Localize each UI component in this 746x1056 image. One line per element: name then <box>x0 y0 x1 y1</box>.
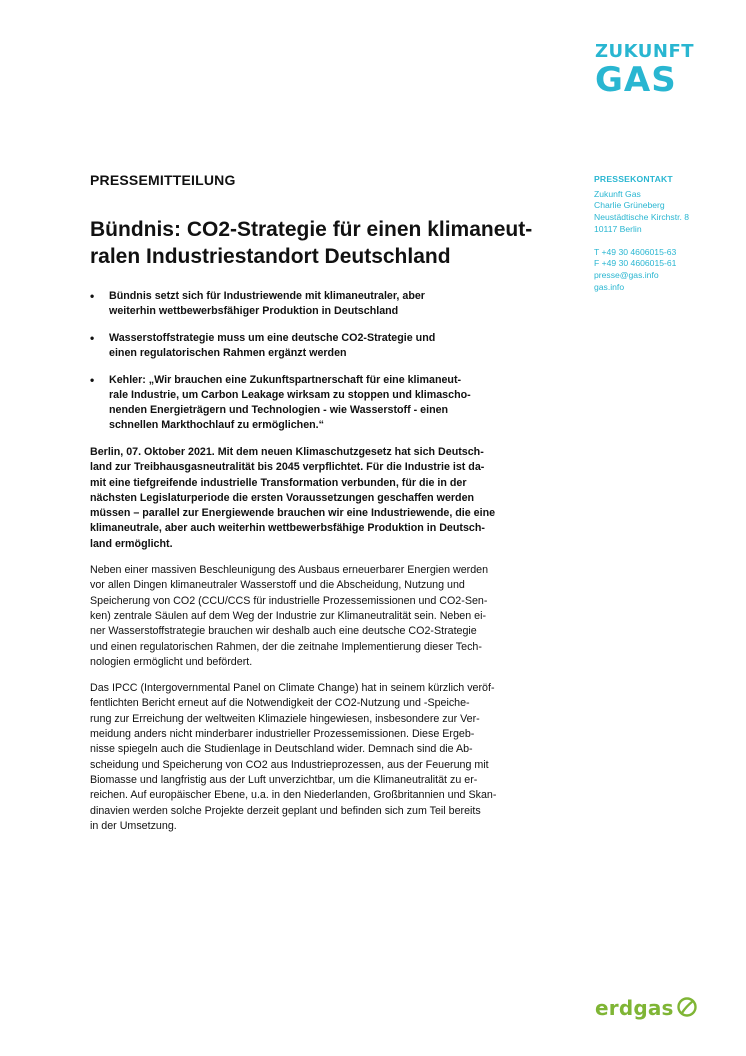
contact-street: Neustädtische Kirchstr. 8 <box>594 212 690 223</box>
leaf-icon <box>676 996 698 1018</box>
text-line: land zur Treibhausgasneutralität bis 2045 verpflichtet. Für die Industrie ist da- <box>90 461 485 474</box>
body-paragraph-1 <box>90 563 572 670</box>
erdgas-logo <box>595 996 698 1020</box>
text-line: vor allen Dingen klimaneutraler Wasserstoff und die Abscheidung, Nutzung und <box>90 579 465 592</box>
contact-city: 10117 Berlin <box>594 223 642 234</box>
body-paragraph-2 <box>90 681 572 834</box>
text-line: Speicherung von CO2 (CCU/CCS für industrielle Prozessemissionen und CO2-Sen- <box>90 594 488 607</box>
contact-phone: T +49 30 4606015-63 <box>594 246 677 257</box>
document-kicker: PRESSEMITTEILUNG <box>90 172 236 188</box>
text-line: in der Umsetzung. <box>90 819 177 832</box>
text-line: müssen – parallel zur Energiewende brauchen wir eine Industriewende, die eine <box>90 507 496 520</box>
key-point <box>90 289 572 319</box>
text-line: Berlin, 07. Oktober 2021. Mit dem neuen Klimaschutzgesetz hat sich Deutsch- <box>90 446 484 458</box>
text-line: ner Wasserstoffstrategie brauchen wir deshalb auch eine deutsche CO2-Strategie <box>90 625 477 638</box>
headline-line: ralen Industriestandort Deutschland <box>90 245 451 268</box>
key-point-line: weiterhin wettbewerbsfähiger Produktion in Deutschland <box>109 305 399 317</box>
headline-line: Bündnis: CO2-Strategie für einen klimaneut- <box>90 218 533 241</box>
lead-paragraph <box>90 445 572 552</box>
text-line: meidung anders nicht minderbarer industrieller Prozessemissionen. Diese Ergeb- <box>90 728 475 741</box>
key-point-line: einen regulatorischen Rahmen ergänzt werden <box>109 347 347 359</box>
text-line: Neben einer massiven Beschleunigung des Ausbaus erneuerbarer Energien werden <box>90 564 489 577</box>
text-line: land ermöglicht. <box>90 537 173 550</box>
logo-line1: ZUKUNFT <box>595 41 695 62</box>
text-line: reichen. Auf europäischer Ebene, u.a. in den Niederlanden, Großbritannien und Skan- <box>90 789 497 802</box>
text-line: scheidung und Speicherung von CO2 aus Industrieprozessen, aus der Feuerung mit <box>90 758 489 771</box>
text-line: ken) zentrale Säulen auf dem Weg der Industrie zur Klimaneutralität sein. Neben ei- <box>90 609 487 622</box>
text-line: fentlichten Bericht erneut auf die Notwendigkeit der CO2-Nutzung und -Speiche- <box>90 697 470 710</box>
text-line: dinavien werden solche Projekte derzeit geplant und befinden sich zum Teil bereits <box>90 804 481 817</box>
key-point-line: nenden Energieträgern und Technologien - wie Wasserstoff - einen <box>109 404 449 416</box>
contact-address <box>594 189 734 236</box>
text-line: und einen regulatorischen Rahmen, der die zeitnahe Implementierung dieser Tech- <box>90 640 482 653</box>
text-line: nologien ermöglicht und befördert. <box>90 655 253 668</box>
text-line: rung zur Erreichung der weltweiten Klimaziele hingewiesen, insbesondere zur Ver- <box>90 712 480 725</box>
key-point-line: • Kehler: „Wir brauchen eine Zukunftspartnerschaft für eine klimaneut- <box>109 374 462 386</box>
key-point <box>90 373 572 433</box>
headline <box>90 216 572 270</box>
key-point-line: • Wasserstoffstrategie muss um eine deutsche CO2-Strategie und <box>109 332 436 344</box>
press-release-body <box>90 172 572 845</box>
press-contact <box>594 174 734 304</box>
key-point-line: rale Industrie, um Carbon Leakage wirksam zu stoppen und klimascho- <box>109 389 471 401</box>
text-line: nisse spiegeln auch die Studienlage in Deutschland wider. Demnach sind die Ab- <box>90 743 473 756</box>
key-points <box>90 289 572 433</box>
text-line: Das IPCC (Intergovernmental Panel on Climate Change) hat in seinem kürzlich veröf- <box>90 682 495 695</box>
key-point-line: • Bündnis setzt sich für Industriewende mit klimaneutraler, aber <box>109 290 425 302</box>
key-point <box>90 331 572 361</box>
text-line: Biomasse und langfristig aus der Luft unverzichtbar, um die Klimaneutralität zu er- <box>90 773 478 786</box>
zukunft-gas-logo <box>595 41 695 100</box>
key-point-line: schnellen Markthochlauf zu ermöglichen.“ <box>109 419 324 431</box>
erdgas-wordmark: erdgas <box>595 996 674 1020</box>
press-contact-title: PRESSEKONTAKT <box>594 174 673 184</box>
contact-web[interactable]: gas.info <box>594 281 625 292</box>
contact-channels <box>594 247 734 294</box>
contact-email[interactable]: presse@gas.info <box>594 269 659 280</box>
text-line: mit eine tiefgreifende industrielle Transformation verbunden, für die in der <box>90 476 467 489</box>
logo-line2: GAS <box>595 60 677 100</box>
text-line: nächsten Legislaturperiode die ersten Voraussetzungen geschaffen werden <box>90 491 475 504</box>
contact-org: Zukunft Gas <box>594 188 641 199</box>
contact-person: Charlie Grüneberg <box>594 200 665 211</box>
text-line: klimaneutrale, aber auch weiterhin wettbewerbsfähige Produktion in Deutsch- <box>90 522 485 535</box>
contact-fax: F +49 30 4606015-61 <box>594 258 677 269</box>
